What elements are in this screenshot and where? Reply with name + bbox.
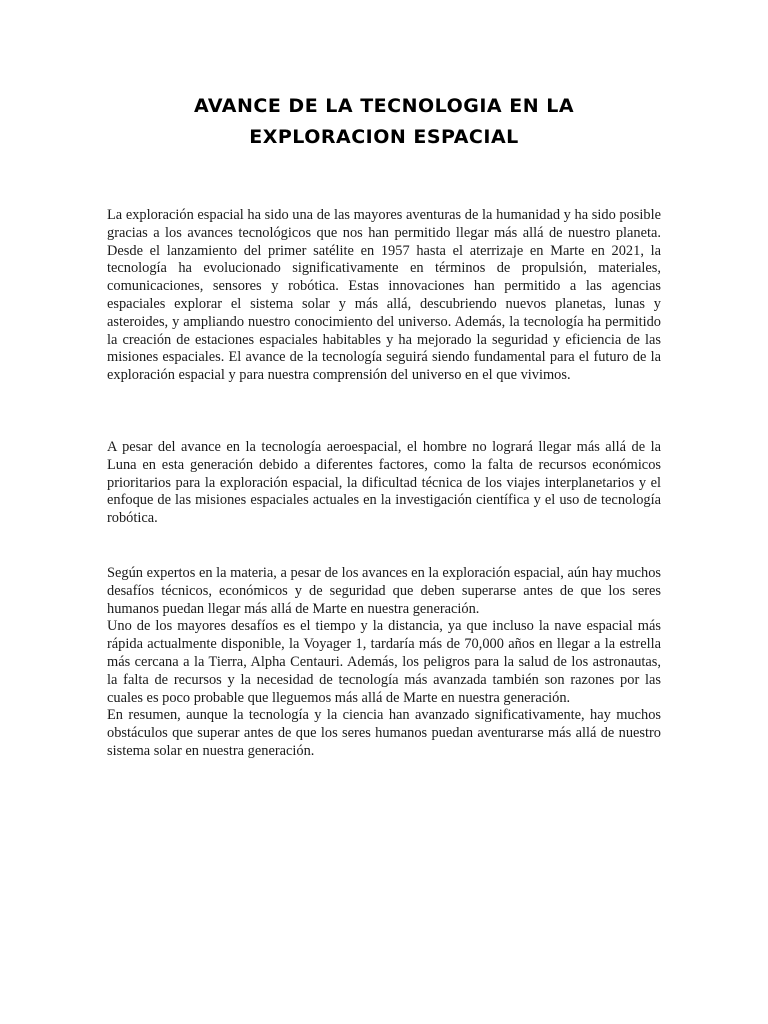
title-line-1: AVANCE DE LA TECNOLOGIA EN LA xyxy=(193,95,575,117)
paragraph-3b-text: Uno de los mayores desafíos es el tiempo y la distancia, ya que incluso la nave espacial más rápida actualmente disponible, la Voyager 1, tardaría más de 70,000 años en llegar a la estrella más cercana a la Tierra, Alpha Centauri. Además, los peligros para la salud de los astronautas, la falta de recursos y la necesidad de tecnología más avanzada también son razones por las cuales es poco probable que lleguemos más allá de Marte en nuestra generación. xyxy=(107,618,661,706)
paragraph-limits xyxy=(107,439,661,528)
paragraph-2-text: A pesar del avance en la tecnología aeroespacial, el hombre no logrará llegar más allá de la Luna en esta generación debido a diferentes factores, como la falta de recursos económicos prioritarios para la exploración espacial, la dificultad técnica de los viajes interplanetarios y el enfoque de las misiones espaciales actuales en la investigación científica y el uso de tecnología robótica. xyxy=(107,439,661,527)
paragraph-1-text: La exploración espacial ha sido una de las mayores aventuras de la humanidad y ha sido posible gracias a los avances tecnológicos que nos han permitido llegar más allá de nuestro planeta. Desde el lanzamiento del primer satélite en 1957 hasta el aterrizaje en Marte en 2021, la tecnología ha evolucionado significativamente en términos de propulsión, materiales, comunicaciones, sensores y robótica. Estas innovaciones han permitido a las agencias espaciales explorar el sistema solar y más allá, descubriendo nuevos planetas, lunas y asteroides, y ampliando nuestro conocimiento del universo. Además, la tecnología ha permitido la creación de estaciones espaciales habitables y ha mejorado la seguridad y eficiencia de las misiones espaciales. El avance de la tecnología seguirá siendo fundamental para el futuro de la exploración espacial y para nuestra comprensión del universo en el que vivimos. xyxy=(107,207,661,384)
paragraph-3a-text: Según expertos en la materia, a pesar de los avances en la exploración espacial, aún hay muchos desafíos técnicos, económicos y de seguridad que deben superarse antes de que los seres humanos puedan llegar más allá de Marte en nuestra generación. xyxy=(107,565,661,617)
title-line-2: EXPLORACION ESPACIAL xyxy=(249,126,519,148)
paragraph-intro xyxy=(107,207,661,385)
paragraph-experts xyxy=(107,565,661,761)
paragraph-3c-text: En resumen, aunque la tecnología y la ciencia han avanzado significativamente, hay muchos obstáculos que superar antes de que los seres humanos puedan aventurarse más allá de nuestro sistema solar en nuestra generación. xyxy=(107,707,661,759)
document-title xyxy=(100,91,668,153)
